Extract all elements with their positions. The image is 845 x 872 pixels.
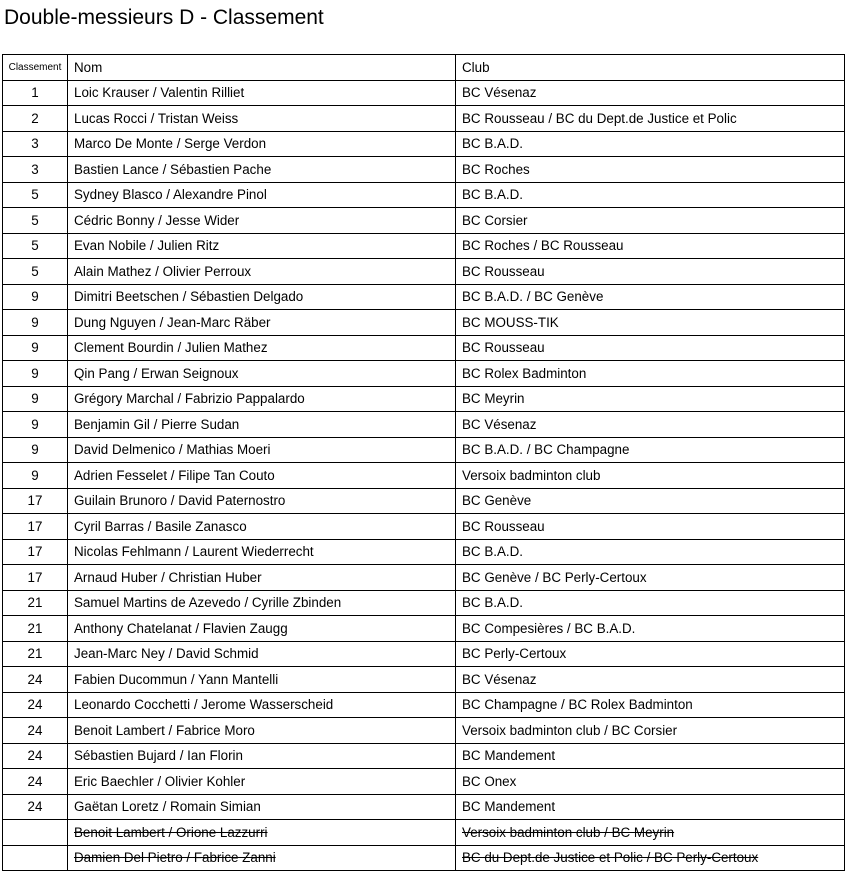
table-row — [3, 412, 845, 438]
table-row — [3, 514, 845, 540]
cell-player-names: Cyril Barras / Basile Zanasco — [68, 514, 456, 540]
table-row — [3, 284, 845, 310]
table-row — [3, 208, 845, 234]
cell-player-names: Loic Krauser / Valentin Rilliet — [68, 80, 456, 106]
cell-player-names: Grégory Marchal / Fabrizio Pappalardo — [68, 386, 456, 412]
cell-player-names: Bastien Lance / Sébastien Pache — [68, 157, 456, 183]
cell-rank: 17 — [3, 539, 68, 565]
cell-club: BC B.A.D. — [456, 590, 845, 616]
cell-club: BC Rousseau — [456, 335, 845, 361]
cell-rank: 5 — [3, 233, 68, 259]
cell-rank: 9 — [3, 284, 68, 310]
cell-club: BC B.A.D. / BC Champagne — [456, 437, 845, 463]
cell-player-names: Cédric Bonny / Jesse Wider — [68, 208, 456, 234]
column-header-club: Club — [456, 55, 845, 81]
table-row — [3, 233, 845, 259]
table-row — [3, 590, 845, 616]
cell-club: Versoix badminton club / BC Corsier — [456, 718, 845, 744]
cell-rank: 24 — [3, 794, 68, 820]
cell-rank: 9 — [3, 361, 68, 387]
cell-club: BC Vésenaz — [456, 412, 845, 438]
cell-rank: 24 — [3, 743, 68, 769]
cell-rank: 3 — [3, 131, 68, 157]
cell-club: BC Compesières / BC B.A.D. — [456, 616, 845, 642]
table-row — [3, 667, 845, 693]
cell-club: BC Vésenaz — [456, 80, 845, 106]
cell-player-names: Lucas Rocci / Tristan Weiss — [68, 106, 456, 132]
cell-player-names: Benoit Lambert / Orione Lazzurri — [68, 820, 456, 846]
cell-rank: 9 — [3, 412, 68, 438]
cell-club: BC Mandement — [456, 743, 845, 769]
table-row — [3, 310, 845, 336]
table-row — [3, 565, 845, 591]
cell-player-names: Sydney Blasco / Alexandre Pinol — [68, 182, 456, 208]
cell-club: BC MOUSS-TIK — [456, 310, 845, 336]
cell-player-names: Anthony Chatelanat / Flavien Zaugg — [68, 616, 456, 642]
cell-club: BC Mandement — [456, 794, 845, 820]
cell-club: BC B.A.D. / BC Genève — [456, 284, 845, 310]
cell-club: BC Champagne / BC Rolex Badminton — [456, 692, 845, 718]
ranking-table — [2, 54, 845, 871]
table-row — [3, 718, 845, 744]
table-header-row — [3, 55, 845, 81]
cell-rank: 5 — [3, 259, 68, 285]
cell-club: BC du Dept.de Justice et Polic / BC Perly-Certoux — [456, 845, 845, 871]
table-row — [3, 335, 845, 361]
table-row — [3, 106, 845, 132]
cell-rank: 9 — [3, 335, 68, 361]
cell-player-names: Benjamin Gil / Pierre Sudan — [68, 412, 456, 438]
cell-club: BC Genève — [456, 488, 845, 514]
page-title: Double-messieurs D - Classement — [4, 6, 324, 29]
table-row — [3, 743, 845, 769]
cell-player-names: Evan Nobile / Julien Ritz — [68, 233, 456, 259]
column-header-rank: Classement — [3, 55, 68, 81]
table-row — [3, 131, 845, 157]
cell-rank: 3 — [3, 157, 68, 183]
cell-rank: 24 — [3, 769, 68, 795]
cell-player-names: Guilain Brunoro / David Paternostro — [68, 488, 456, 514]
cell-player-names: David Delmenico / Mathias Moeri — [68, 437, 456, 463]
table-row — [3, 463, 845, 489]
cell-club: BC B.A.D. — [456, 131, 845, 157]
cell-club: BC B.A.D. — [456, 539, 845, 565]
table-row — [3, 157, 845, 183]
cell-player-names: Samuel Martins de Azevedo / Cyrille Zbinden — [68, 590, 456, 616]
cell-rank: 5 — [3, 182, 68, 208]
cell-player-names: Eric Baechler / Olivier Kohler — [68, 769, 456, 795]
table-row — [3, 692, 845, 718]
table-row — [3, 845, 845, 871]
cell-rank: 24 — [3, 667, 68, 693]
cell-rank: 5 — [3, 208, 68, 234]
table-row — [3, 820, 845, 846]
cell-club: Versoix badminton club — [456, 463, 845, 489]
cell-rank: 21 — [3, 641, 68, 667]
cell-club: BC Rousseau / BC du Dept.de Justice et Polic — [456, 106, 845, 132]
cell-rank: 2 — [3, 106, 68, 132]
table-row — [3, 488, 845, 514]
table-row — [3, 437, 845, 463]
table-row — [3, 539, 845, 565]
cell-player-names: Clement Bourdin / Julien Mathez — [68, 335, 456, 361]
cell-club: BC Vésenaz — [456, 667, 845, 693]
cell-player-names: Alain Mathez / Olivier Perroux — [68, 259, 456, 285]
cell-rank: 9 — [3, 437, 68, 463]
cell-club: BC Perly-Certoux — [456, 641, 845, 667]
cell-club: Versoix badminton club / BC Meyrin — [456, 820, 845, 846]
cell-player-names: Nicolas Fehlmann / Laurent Wiederrecht — [68, 539, 456, 565]
cell-player-names: Benoit Lambert / Fabrice Moro — [68, 718, 456, 744]
cell-rank: 17 — [3, 565, 68, 591]
cell-player-names: Adrien Fesselet / Filipe Tan Couto — [68, 463, 456, 489]
cell-club: BC Roches — [456, 157, 845, 183]
cell-rank: 24 — [3, 692, 68, 718]
cell-rank: 21 — [3, 616, 68, 642]
column-header-name: Nom — [68, 55, 456, 81]
table-row — [3, 182, 845, 208]
cell-player-names: Sébastien Bujard / Ian Florin — [68, 743, 456, 769]
cell-rank: 24 — [3, 718, 68, 744]
cell-player-names: Jean-Marc Ney / David Schmid — [68, 641, 456, 667]
cell-player-names: Leonardo Cocchetti / Jerome Wasserscheid — [68, 692, 456, 718]
cell-player-names: Damien Del Pietro / Fabrice Zanni — [68, 845, 456, 871]
table-row — [3, 361, 845, 387]
table-row — [3, 259, 845, 285]
cell-player-names: Dung Nguyen / Jean-Marc Räber — [68, 310, 456, 336]
table-row — [3, 769, 845, 795]
cell-rank: 9 — [3, 310, 68, 336]
cell-club: BC Meyrin — [456, 386, 845, 412]
cell-club: BC Rousseau — [456, 514, 845, 540]
cell-player-names: Qin Pang / Erwan Seignoux — [68, 361, 456, 387]
cell-player-names: Dimitri Beetschen / Sébastien Delgado — [68, 284, 456, 310]
cell-club: BC Corsier — [456, 208, 845, 234]
cell-rank: 17 — [3, 488, 68, 514]
cell-player-names: Gaëtan Loretz / Romain Simian — [68, 794, 456, 820]
cell-player-names: Fabien Ducommun / Yann Mantelli — [68, 667, 456, 693]
cell-club: BC Rolex Badminton — [456, 361, 845, 387]
cell-rank: 9 — [3, 386, 68, 412]
cell-club: BC Onex — [456, 769, 845, 795]
cell-player-names: Marco De Monte / Serge Verdon — [68, 131, 456, 157]
cell-rank: 21 — [3, 590, 68, 616]
table-row — [3, 641, 845, 667]
cell-rank: 1 — [3, 80, 68, 106]
cell-rank: 17 — [3, 514, 68, 540]
cell-rank — [3, 845, 68, 871]
cell-rank — [3, 820, 68, 846]
table-row — [3, 80, 845, 106]
cell-club: BC Roches / BC Rousseau — [456, 233, 845, 259]
table-row — [3, 386, 845, 412]
cell-club: BC B.A.D. — [456, 182, 845, 208]
cell-club: BC Rousseau — [456, 259, 845, 285]
table-row — [3, 794, 845, 820]
cell-rank: 9 — [3, 463, 68, 489]
ranking-table-body — [3, 80, 845, 871]
cell-player-names: Arnaud Huber / Christian Huber — [68, 565, 456, 591]
table-row — [3, 616, 845, 642]
cell-club: BC Genève / BC Perly-Certoux — [456, 565, 845, 591]
